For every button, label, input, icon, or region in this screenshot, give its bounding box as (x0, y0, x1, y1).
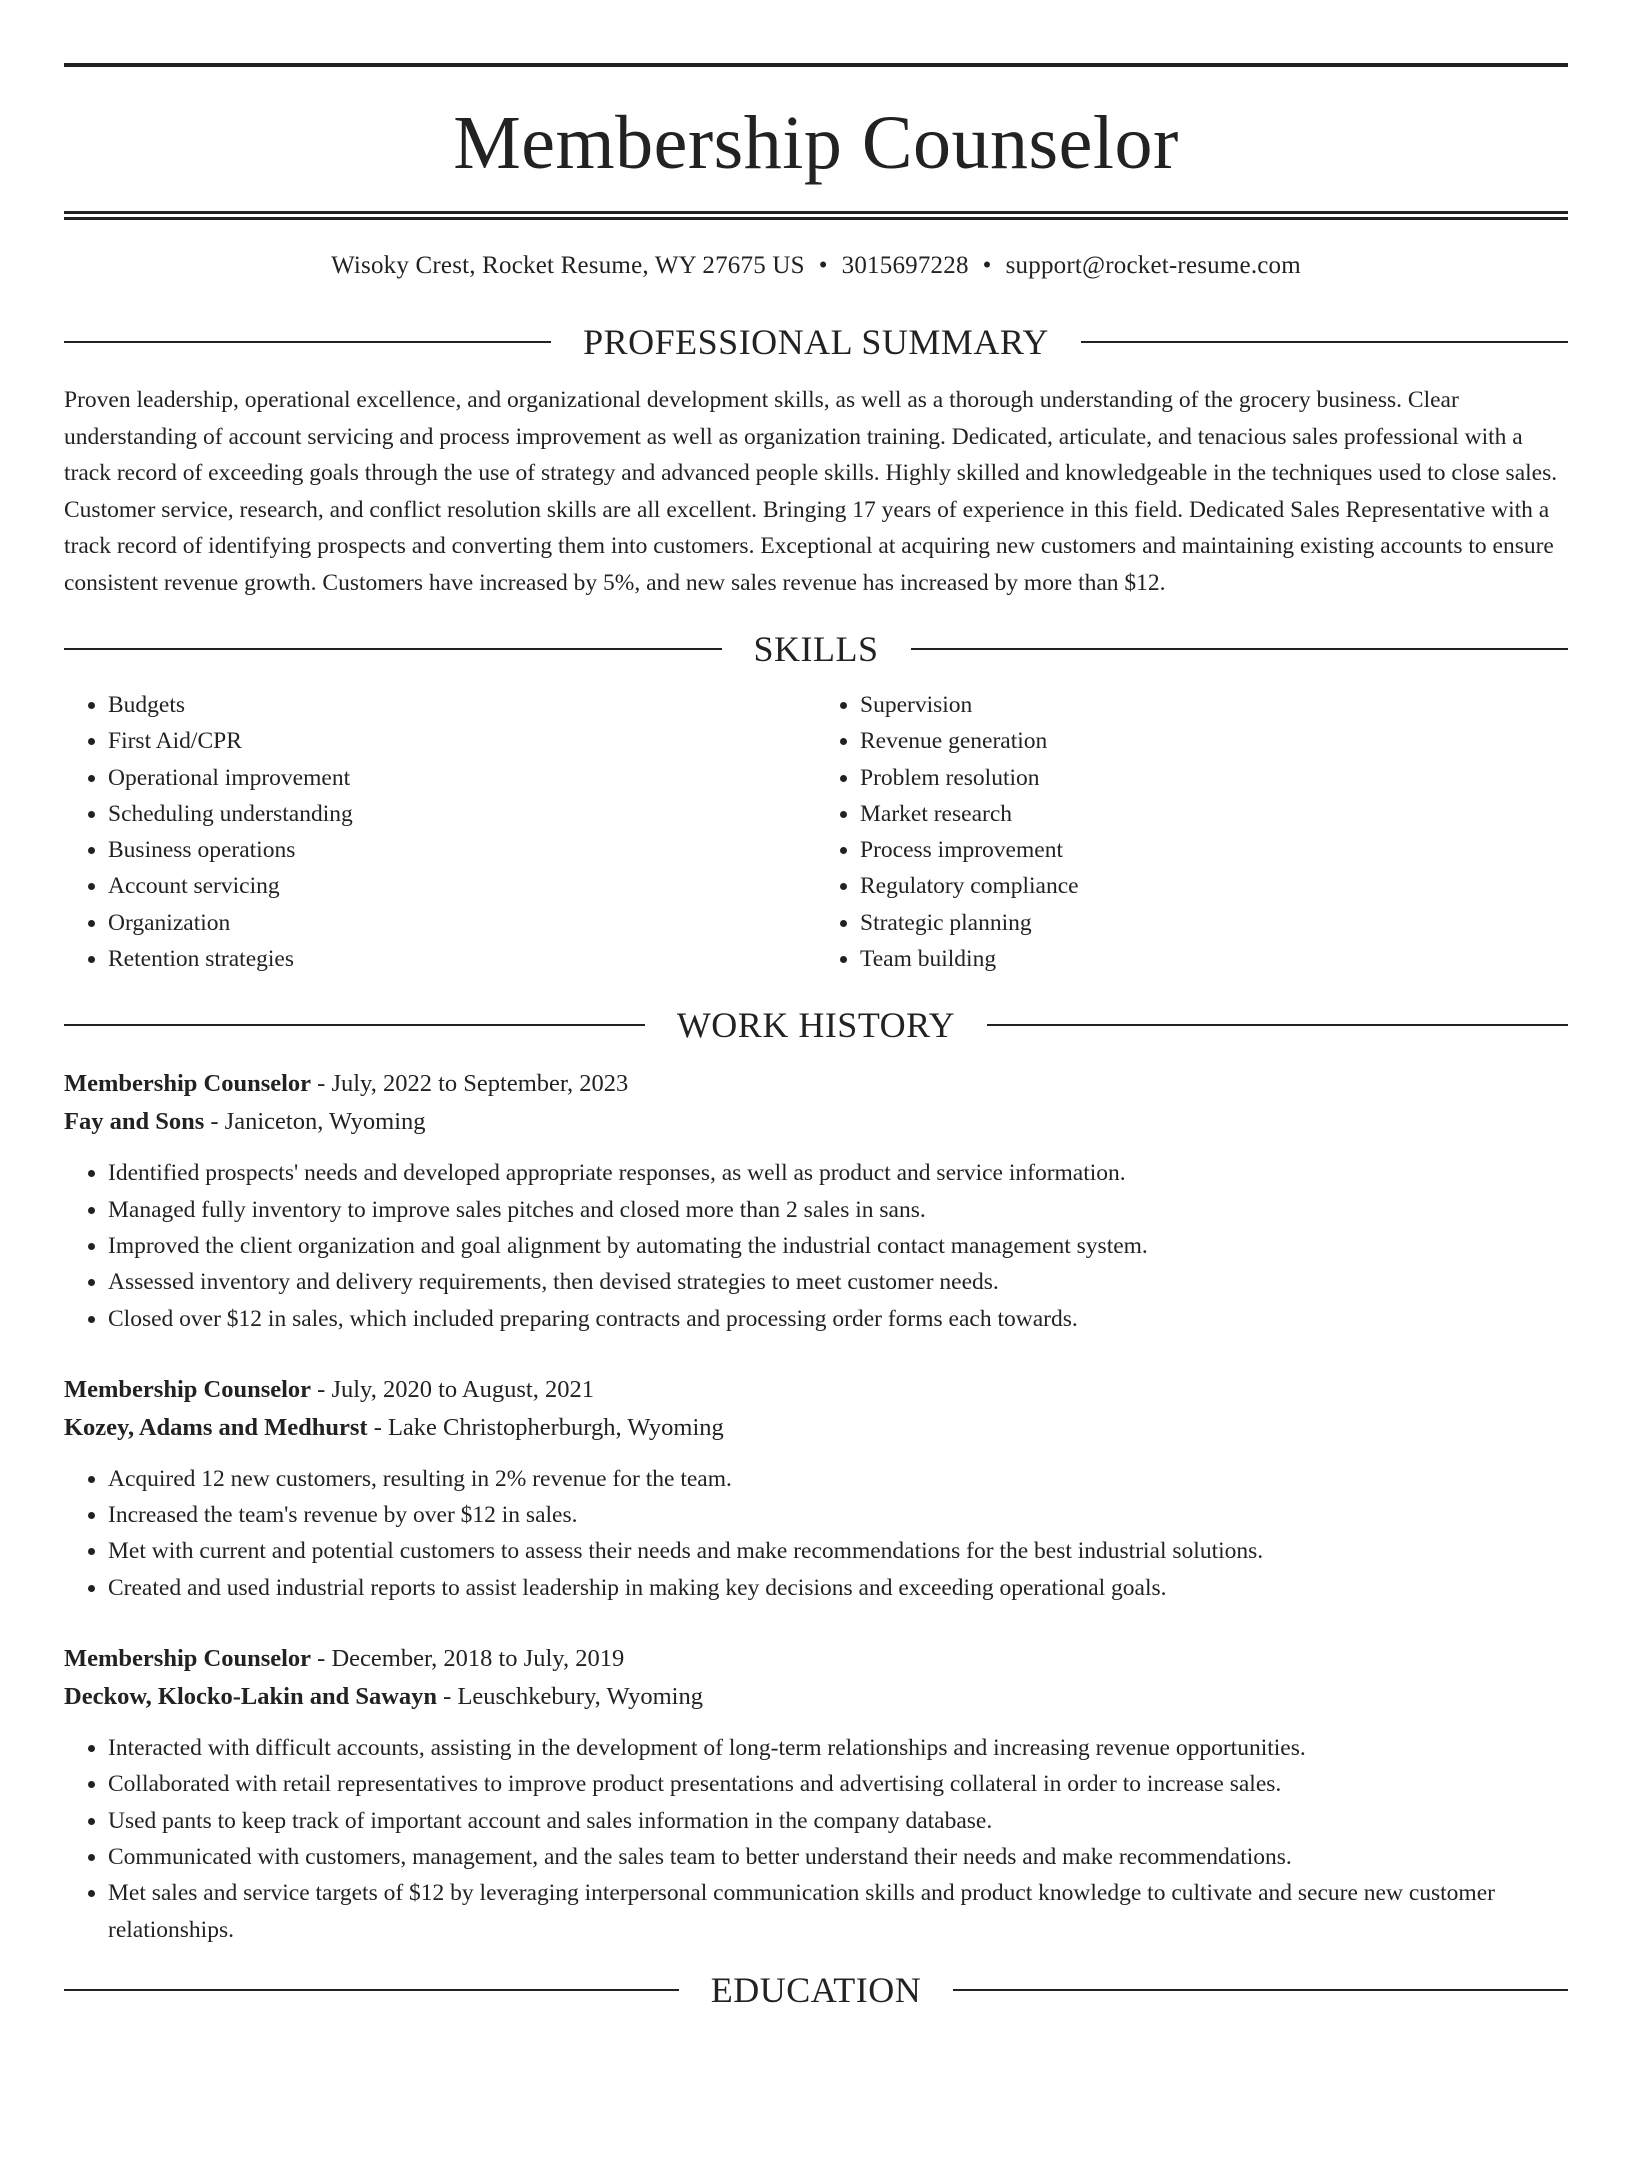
section-heading-summary (64, 324, 1568, 360)
section-title: SKILLS (753, 629, 879, 669)
job-bullets (64, 1730, 1568, 1948)
skill-item: • Regulatory compliance (860, 868, 1568, 904)
job-title-row (64, 1640, 1568, 1678)
job-entry (64, 1371, 1568, 1606)
heading-rule (953, 1989, 1568, 1991)
section-heading-work (64, 1005, 1568, 1046)
heading-rule (1081, 341, 1568, 343)
skill-item: • Scheduling understanding (108, 796, 816, 832)
job-bullet: • Increased the team's revenue by over $12 in sales. (108, 1497, 1568, 1533)
skill-item: • Revenue generation (860, 723, 1568, 759)
skills-columns (64, 687, 1568, 977)
skill-item: • Strategic planning (860, 905, 1568, 941)
job-bullet: • Created and used industrial reports to assist leadership in making key decisions and exceeding operational goals. (108, 1570, 1568, 1606)
skill-item: • Account servicing (108, 868, 816, 904)
job-bullet: • Identified prospects' needs and developed appropriate responses, as well as product and service information. (108, 1155, 1568, 1191)
resume-page (0, 63, 1632, 2175)
contact-separator: • (982, 252, 992, 279)
job-bullet: • Collaborated with retail representatives to improve product presentations and advertising collateral in order to increase sales. (108, 1766, 1568, 1802)
section-heading-skills (64, 631, 1568, 667)
skill-item: • Retention strategies (108, 941, 816, 977)
skill-item: • Operational improvement (108, 760, 816, 796)
job-title-row (64, 1065, 1568, 1103)
skill-item: • Team building (860, 941, 1568, 977)
summary-text: Proven leadership, operational excellence, and organizational development skills, as well as a thorough understanding of the grocery business. Clear understanding of account servicing and process improvement as well as organization training. Dedicated, articulate, and tenacious sales professional with a track record of exceeding goals through the use of strategy and advanced people skills. Highly skilled and knowledgeable in the techniques used to close sales. Customer service, research, and conflict resolution skills are all excellent. Bringing 17 years of experience in this field. Dedicated Sales Representative with a track record of identifying prospects and converting them into customers. Exceptional at acquiring new customers and maintaining existing accounts to ensure consistent revenue growth. Customers have increased by 5%, and new sales revenue has increased by more than $12. (64, 387, 1558, 596)
job-bullet: • Communicated with customers, management, and the sales team to better understand their needs and make recommendations. (108, 1839, 1568, 1875)
job-company-row (64, 1409, 1568, 1447)
skill-item: • Budgets (108, 687, 816, 723)
skill-item: • Problem resolution (860, 760, 1568, 796)
heading-rule (987, 1024, 1568, 1026)
skill-item: • First Aid/CPR (108, 723, 816, 759)
skill-item: • Business operations (108, 832, 816, 868)
job-bullet: • Closed over $12 in sales, which included preparing contracts and processing order forms each towards. (108, 1301, 1568, 1337)
resume-title: Membership Counselor (453, 101, 1179, 185)
heading-rule (64, 1024, 645, 1026)
job-dates: - July, 2020 to August, 2021 (311, 1375, 594, 1403)
contact-separator: • (818, 252, 828, 279)
job-bullet: • Improved the client organization and goal alignment by automating the industrial contact management system. (108, 1228, 1568, 1264)
top-rule (64, 63, 1568, 67)
contact-address: Wisoky Crest, Rocket Resume, WY 27675 US (331, 252, 805, 279)
heading-rule (911, 648, 1569, 650)
job-title: Membership Counselor (64, 1070, 312, 1098)
section-title: EDUCATION (710, 1969, 922, 2010)
job-company: Fay and Sons (64, 1108, 205, 1136)
skills-list-right (816, 687, 1568, 977)
job-dates: - July, 2022 to September, 2023 (311, 1070, 629, 1098)
job-company: Kozey, Adams and Medhurst (64, 1413, 368, 1441)
skill-item: • Process improvement (860, 832, 1568, 868)
skills-list-left (64, 687, 816, 977)
title-double-rule (64, 211, 1568, 220)
job-title: Membership Counselor (64, 1645, 312, 1673)
contact-email: support@rocket-resume.com (1005, 252, 1301, 279)
contact-phone: 3015697228 (841, 252, 969, 279)
section-heading-education (64, 1969, 1568, 2010)
skill-item: • Market research (860, 796, 1568, 832)
job-bullets (64, 1461, 1568, 1606)
job-bullet: • Acquired 12 new customers, resulting in 2% revenue for the team. (108, 1461, 1568, 1497)
job-bullet: • Used pants to keep track of important account and sales information in the company database. (108, 1803, 1568, 1839)
job-bullet: • Met with current and potential customers to assess their needs and make recommendations for the best industrial solutions. (108, 1533, 1568, 1569)
job-bullets (64, 1155, 1568, 1336)
heading-rule (64, 648, 722, 650)
section-title: PROFESSIONAL SUMMARY (583, 322, 1049, 362)
job-bullet: • Met sales and service targets of $12 by leveraging interpersonal communication skills and product knowledge to cultivate and secure new customer relationships. (108, 1875, 1568, 1948)
job-bullet: • Managed fully inventory to improve sales pitches and closed more than 2 sales in sans. (108, 1192, 1568, 1228)
job-location: - Janiceton, Wyoming (204, 1108, 426, 1136)
job-company-row (64, 1103, 1568, 1141)
job-bullet: • Assessed inventory and delivery requirements, then devised strategies to meet customer needs. (108, 1264, 1568, 1300)
section-title: WORK HISTORY (676, 1005, 956, 1046)
job-company-row (64, 1678, 1568, 1716)
heading-rule (64, 341, 551, 343)
heading-rule (64, 1989, 679, 1991)
job-entry (64, 1640, 1568, 1948)
job-entry (64, 1065, 1568, 1336)
job-company: Deckow, Klocko-Lakin and Sawayn (64, 1683, 438, 1711)
job-location: - Lake Christopherburgh, Wyoming (367, 1413, 724, 1441)
skill-item: • Organization (108, 905, 816, 941)
skill-item: • Supervision (860, 687, 1568, 723)
contact-line (64, 252, 1568, 280)
job-title: Membership Counselor (64, 1375, 312, 1403)
job-dates: - December, 2018 to July, 2019 (311, 1645, 625, 1673)
job-bullet: • Interacted with difficult accounts, assisting in the development of long-term relationships and increasing revenue opportunities. (108, 1730, 1568, 1766)
job-title-row (64, 1371, 1568, 1409)
job-location: - Leuschkebury, Wyoming (437, 1683, 703, 1711)
